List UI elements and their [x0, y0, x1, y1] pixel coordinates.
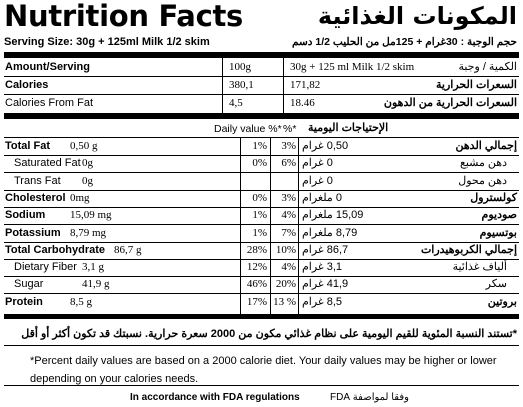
amount-col1: 100g [229, 61, 251, 73]
nutrient-name-ar: إجمالي الدهن [455, 140, 517, 152]
divider [4, 94, 519, 95]
footnote-en: *Percent daily values are based on a 2000 calorie diet. Your daily values may be higher or lower depending on your calories needs. [30, 355, 497, 385]
nutrient-amount-en: 3,1 g [82, 261, 104, 274]
nutrient-dv-100g: 12% [246, 261, 267, 274]
nutrient-dv-serving: 4% [281, 261, 296, 274]
nutrient-name-en: Protein [5, 295, 43, 308]
calories-fat-label-ar: السعرات الحرارية من الدهون [383, 97, 517, 109]
nutrient-amount-ar: 0 غرام [302, 174, 333, 187]
calories-fat-v1: 4,5 [229, 97, 243, 109]
nutrient-name-en: Total Carbohydrate [5, 243, 106, 256]
nutrient-name-ar: صوديوم [481, 209, 517, 222]
serving-size-en: Serving Size: 30g + 125ml Milk 1/2 skim [4, 36, 210, 48]
title-en: Nutrition Facts [4, 0, 243, 33]
nutrient-name-ar: بروتين [487, 295, 517, 308]
nutrient-name-en: Dietary Fiber [14, 261, 77, 274]
nutrient-name-en: Total Fat [5, 140, 51, 152]
nutrient-amount-en: 0mg [70, 191, 90, 204]
dv-header-ar: الإحتياجات اليومية [308, 122, 389, 134]
nutrient-amount-ar: 41,9 غرام [302, 278, 349, 291]
nutrient-dv-serving: 13 % [273, 295, 296, 308]
nutrient-amount-en: 0g [82, 174, 93, 187]
nutrient-amount-en: 0g [82, 157, 93, 170]
nutrient-amount-ar: 86,7 غرام [302, 243, 349, 256]
nutrient-amount-ar: 8,5 غرام [302, 295, 343, 308]
fda-note-ar: وفقا لمواصفة FDA [330, 392, 409, 403]
nutrient-amount-ar: 0,50 غرام [302, 140, 349, 152]
nutrient-dv-100g: 1% [252, 226, 267, 239]
thick-rule-top [4, 52, 519, 58]
row-divider [4, 224, 519, 225]
nutrient-amount-ar: 0 غرام [302, 157, 333, 170]
row-divider [4, 190, 519, 191]
dv-header-en: Daily value %* [214, 123, 282, 135]
amount-col2: 30g + 125 ml Milk 1/2 skim [290, 61, 415, 73]
nutrient-name-en: Cholesterol [5, 191, 66, 204]
dv-header-pct: %* [283, 123, 297, 135]
calories-v1: 380,1 [229, 79, 254, 91]
nutrient-name-en: Sodium [5, 209, 46, 222]
title-ar: المكونات الغذائية [317, 2, 517, 30]
nutrient-amount-ar: 3,1 غرام [302, 261, 343, 274]
thick-rule-mid [4, 113, 519, 119]
divider [4, 76, 519, 77]
nutrient-amount-ar: 0 ملغرام [302, 191, 342, 204]
nutrient-name-en: Potassium [5, 226, 61, 239]
nutrient-amount-en: 86,7 g [114, 243, 142, 256]
nutrient-amount-en: 8,5 g [70, 295, 92, 308]
nutrient-dv-serving: 10% [275, 243, 296, 256]
column-divider [270, 137, 271, 314]
row-divider [4, 293, 519, 294]
nutrient-dv-100g: 0% [252, 191, 267, 204]
thick-rule-bottom [4, 314, 519, 319]
nutrient-name-en: Sugar [14, 278, 44, 291]
nutrient-name-en: Trans Fat [14, 174, 61, 187]
calories-label-en: Calories [5, 79, 49, 91]
nutrient-name-ar: كولسترول [470, 191, 517, 204]
nutrient-name-ar: ألياف غذائية [452, 261, 507, 274]
row-divider [4, 155, 519, 156]
amount-label-ar: الكمية / وجبة [458, 61, 517, 73]
nutrient-dv-100g: 17% [246, 295, 267, 308]
amount-label-en: Amount/Serving [5, 61, 90, 73]
nutrient-dv-serving: 4% [281, 209, 296, 222]
nutrient-dv-serving: 20% [275, 278, 296, 291]
serving-size-ar: حجم الوجبة : 30غرام + 125مل من الحليب 1/2 دسم [291, 36, 517, 48]
nutrient-name-ar: دهن مشبع [459, 157, 507, 170]
nutrient-dv-100g: 28% [246, 243, 267, 256]
calories-v2: 171,82 [290, 79, 321, 91]
nutrient-dv-100g: 1% [252, 140, 267, 152]
nutrient-name-ar: بوتسيوم [479, 226, 517, 239]
column-divider [298, 137, 299, 314]
divider [4, 137, 519, 138]
row-divider [4, 172, 519, 173]
calories-fat-label-en: Calories From Fat [5, 97, 94, 109]
nutrient-amount-en: 0,50 g [70, 140, 98, 152]
nutrient-dv-100g: 0% [252, 157, 267, 170]
nutrient-dv-100g: 46% [246, 278, 267, 291]
row-divider [4, 276, 519, 277]
calories-label-ar: السعرات الحرارية [436, 79, 517, 91]
nutrient-amount-ar: 8,79 ملغرام [302, 226, 358, 239]
divider [4, 345, 519, 346]
row-divider [4, 259, 519, 260]
nutrient-name-en: Saturated Fat [14, 157, 81, 170]
nutrient-amount-en: 41,9 g [82, 278, 110, 291]
nutrient-amount-ar: 15,09 ملغرام [302, 209, 364, 222]
nutrient-name-ar: دهن محول [458, 174, 507, 187]
nutrient-dv-100g: 1% [252, 209, 267, 222]
nutrient-name-ar: إجمالي الكربوهيدرات [420, 243, 517, 256]
column-divider [283, 58, 284, 113]
column-divider [222, 58, 223, 113]
nutrient-dv-serving: 3% [281, 191, 296, 204]
divider [4, 385, 519, 386]
nutrient-dv-serving: 7% [281, 226, 296, 239]
nutrient-dv-serving: 3% [281, 140, 296, 152]
footnote-ar: *تستند النسبة المئوية للقيم اليومية على نظام غذائي مكون من 2000 سعرة حرارية. نسبتك قد تكون أكثر أو أقل [21, 328, 517, 340]
nutrient-dv-serving: 6% [281, 157, 296, 170]
calories-fat-v2: 18.46 [290, 97, 315, 109]
row-divider [4, 207, 519, 208]
nutrient-name-ar: سكر [485, 278, 507, 291]
nutrient-amount-en: 8,79 mg [70, 226, 107, 239]
fda-note-en: In accordance with FDA regulations [130, 392, 300, 403]
nutrient-amount-en: 15,09 mg [70, 209, 112, 222]
column-divider [240, 137, 241, 314]
